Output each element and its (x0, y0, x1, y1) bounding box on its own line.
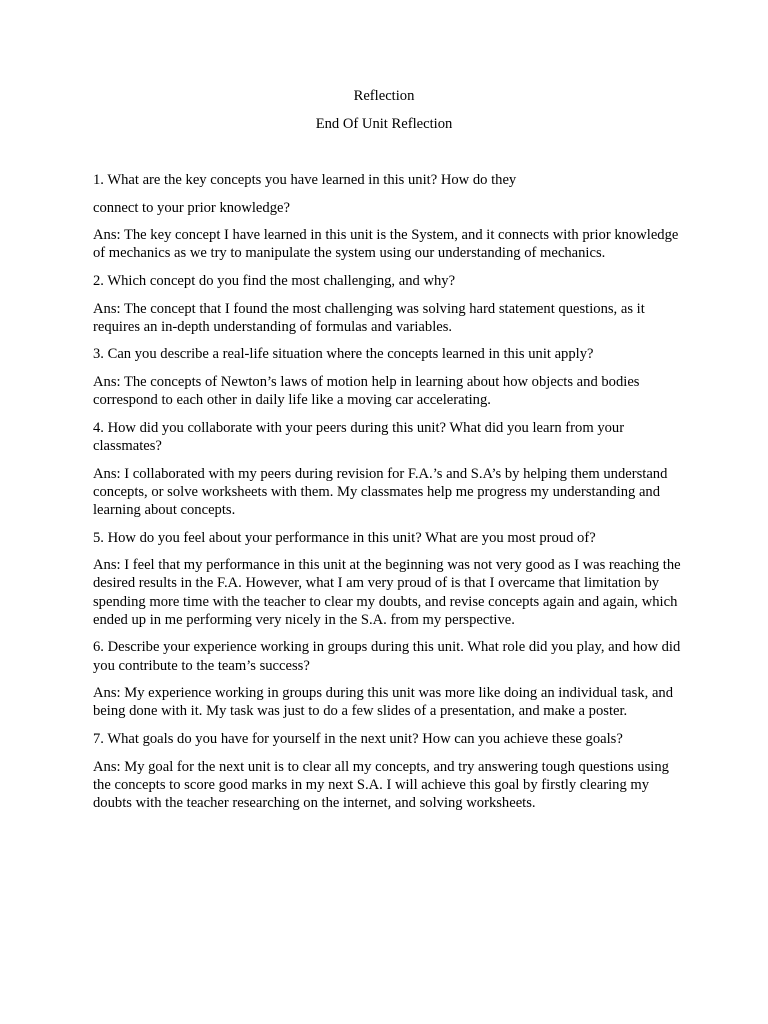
question-3: 3. Can you describe a real-life situation where the concepts learned in this unit apply? (93, 346, 594, 363)
question-4: 4. How did you collaborate with your peers during this unit? What did you learn from your classmates? (93, 419, 625, 454)
document-title: Reflection (353, 88, 415, 104)
document-body (93, 171, 683, 822)
question-6: 6. Describe your experience working in groups during this unit. What role did you play, and how did you contribute to the team’s success? (93, 639, 681, 674)
question-5: 5. How do you feel about your performance in this unit? What are you most proud of? (93, 529, 596, 546)
answer-1: Ans: The key concept I have learned in this unit is the System, and it connects with prior knowledge of mechanics as we try to manipulate the system using our understanding of mechanics. (93, 227, 679, 262)
document-subtitle: End Of Unit Reflection (315, 116, 453, 132)
answer-2: Ans: The concept that I found the most challenging was solving hard statement questions, as it requires an in-depth understanding of formulas and variables. (93, 300, 645, 335)
answer-5: Ans: I feel that my performance in this unit at the beginning was not very good as I was reaching the desired results in the F.A. However, what I am very proud of is that I overcame that limitation by spending more time with the teacher to clear my doubts, and revise concepts again and again, which ended up in me performing very nicely in the S.A. from my perspective. (93, 557, 681, 628)
answer-7: Ans: My goal for the next unit is to clear all my concepts, and try answering tough questions using the concepts to score good marks in my next S.A. I will achieve this goal by firstly clearing my doubts with the teacher researching on the internet, and solving worksheets. (93, 758, 669, 811)
answer-4: Ans: I collaborated with my peers during revision for F.A.’s and S.A’s by helping them understand concepts, or solve worksheets with them. My classmates help me progress my understanding and learning about concepts. (93, 465, 668, 518)
answer-6: Ans: My experience working in groups during this unit was more like doing an individual task, and being done with it. My task was just to do a few slides of a presentation, and make a poster. (93, 685, 674, 720)
question-1-line-2: connect to your prior knowledge? (93, 199, 290, 216)
question-1-line-1: 1. What are the key concepts you have learned in this unit? How do they (93, 172, 517, 188)
question-2: 2. Which concept do you find the most challenging, and why? (93, 272, 456, 289)
answer-3: Ans: The concepts of Newton’s laws of motion help in learning about how objects and bodies correspond to each other in daily life like a moving car accelerating. (93, 373, 640, 409)
question-7: 7. What goals do you have for yourself in the next unit? How can you achieve these goals? (93, 730, 623, 747)
